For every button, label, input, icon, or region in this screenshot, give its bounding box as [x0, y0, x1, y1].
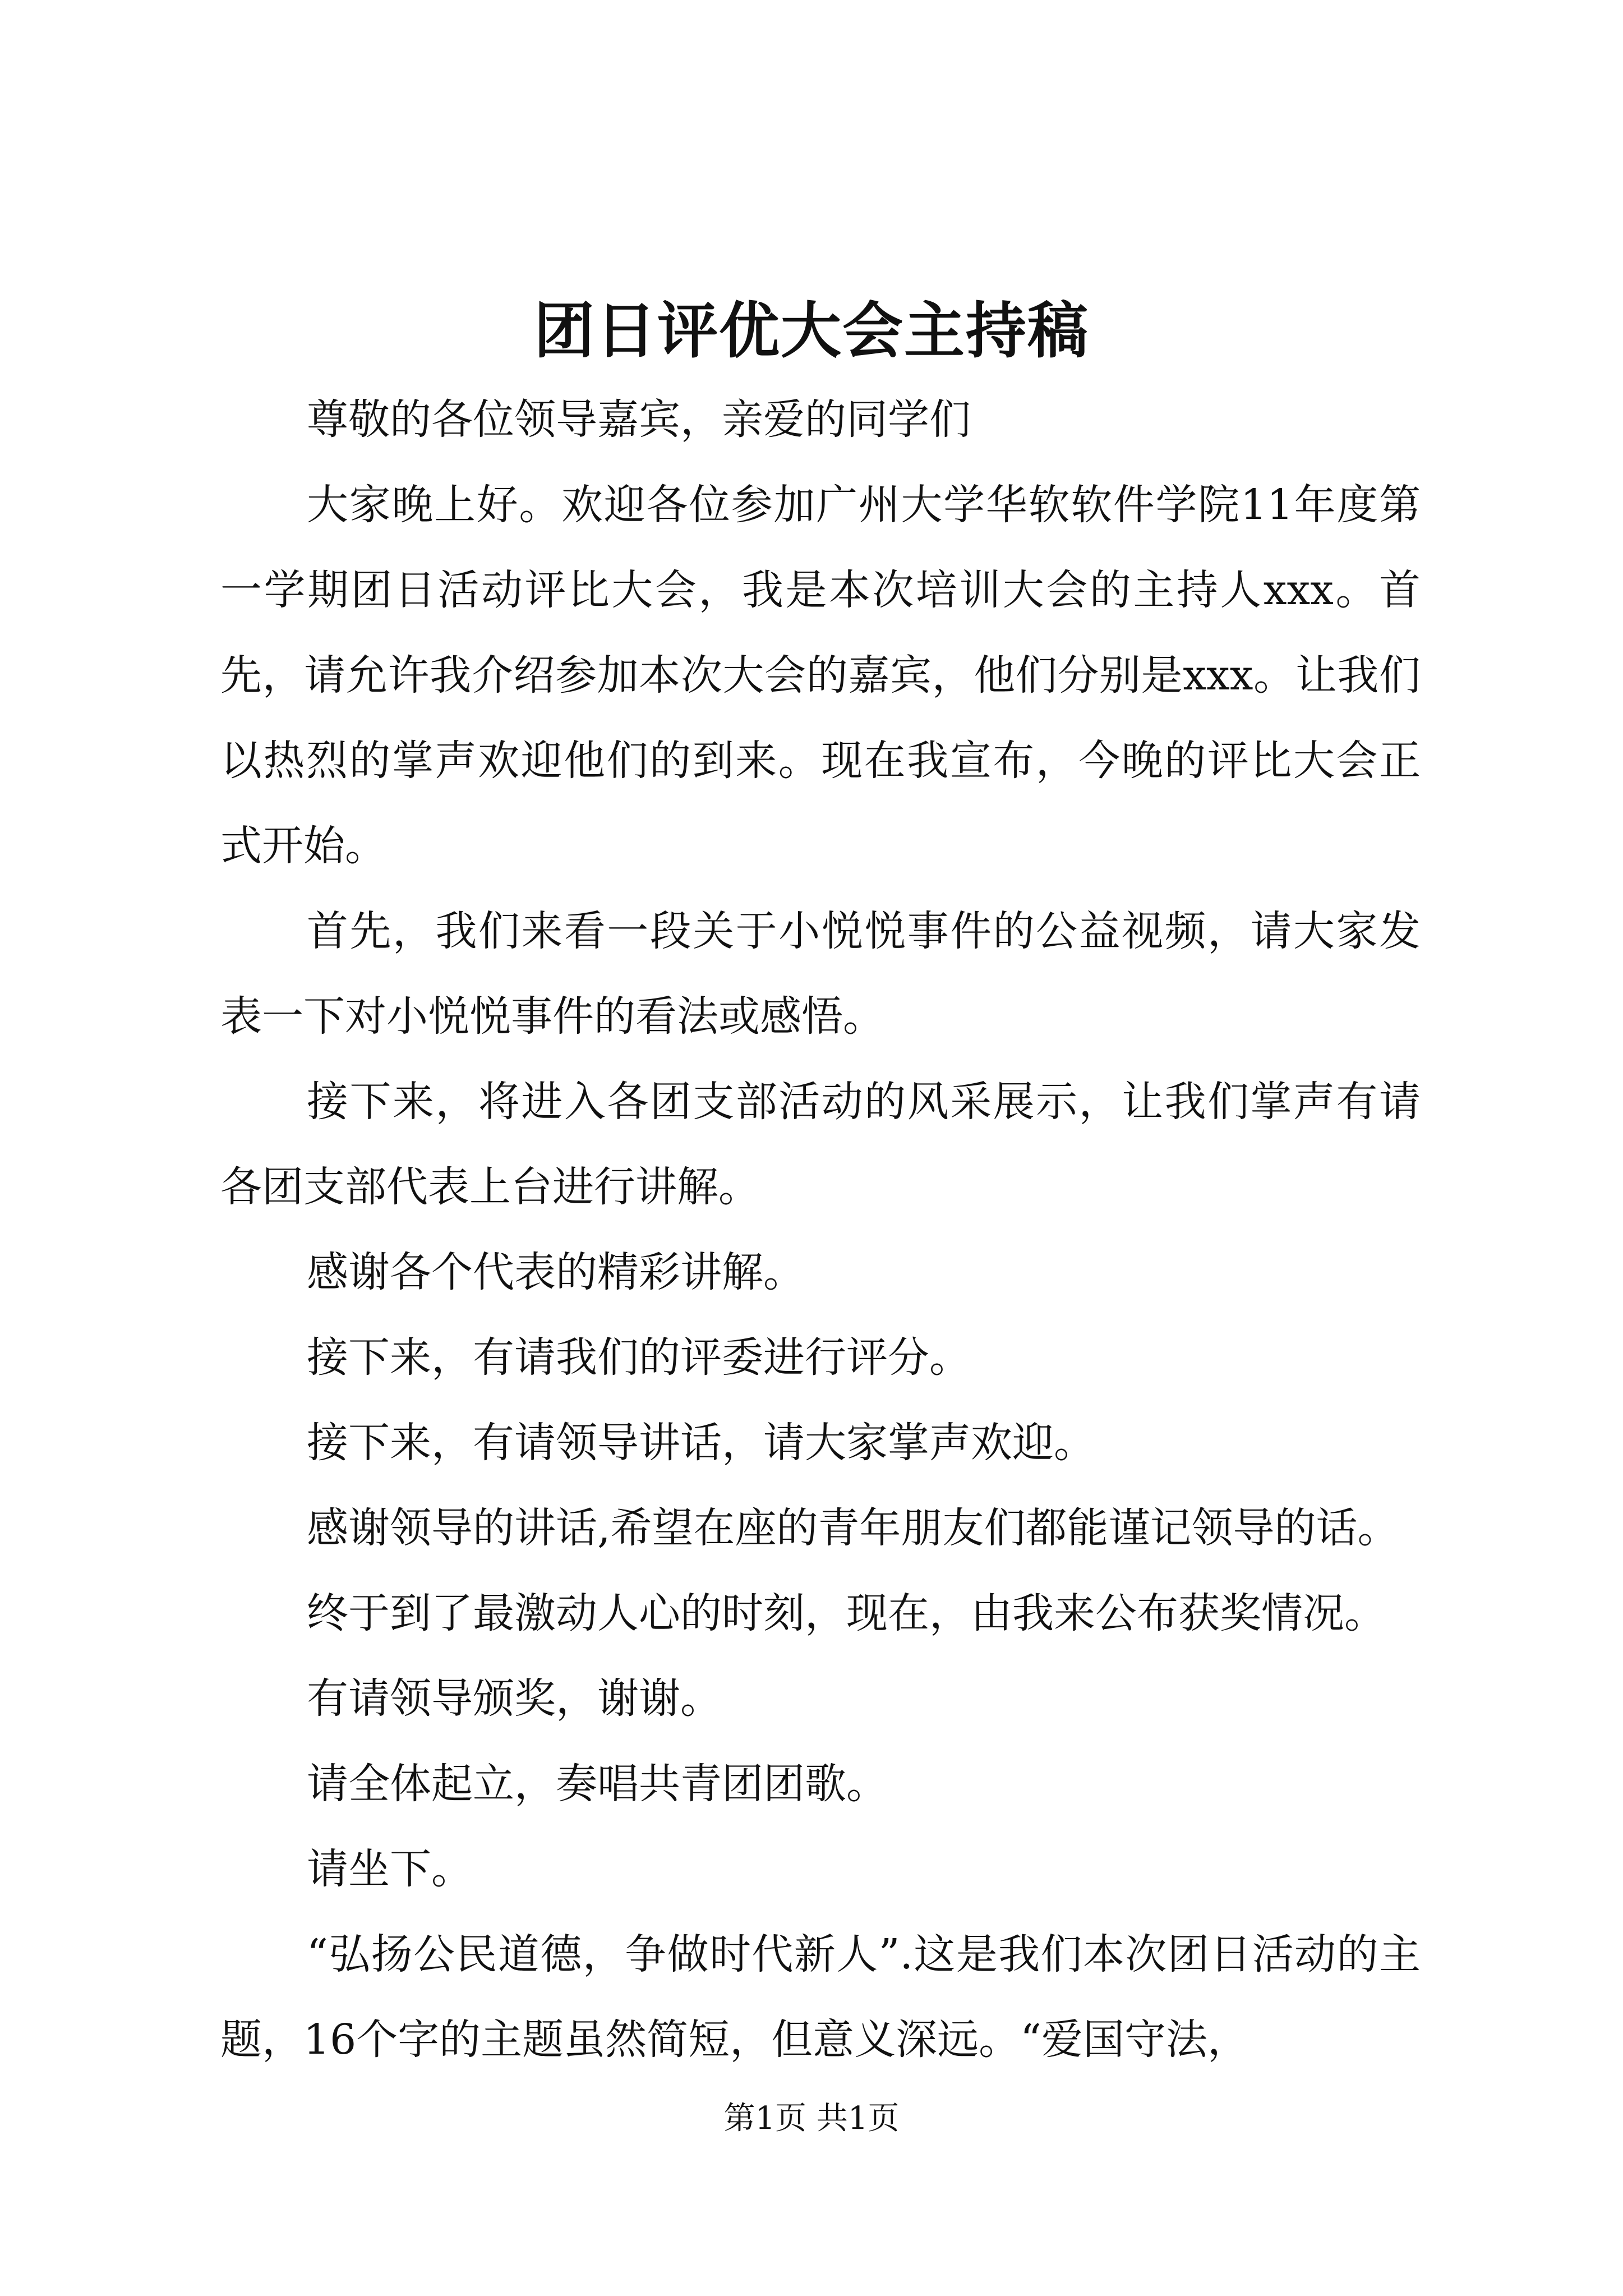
paragraph-leader-speech: 接下来，有请领导讲话，请大家掌声欢迎。 — [307, 1419, 1095, 1467]
paragraph-thanks-representatives: 感谢各个代表的精彩讲解。 — [307, 1248, 805, 1296]
paragraph-judges: 接下来，有请我们的评委进行评分。 — [307, 1333, 971, 1382]
document-title: 团日评优大会主持稿 — [533, 296, 1089, 366]
paragraph-thanks-leader: 感谢领导的讲话,希望在座的青年朋友们都能谨记领导的话。 — [307, 1504, 1399, 1552]
document-body — [220, 377, 1421, 2082]
paragraph-anthem: 请全体起立，奏唱共青团团歌。 — [307, 1760, 888, 1808]
paragraph-opening: 大家晚上好。欢迎各位参加广州大学华软软件学院11年度第一学期团日活动评比大会，我是本次培训大会的主持人xxx。首先，请允许我介绍参加本次大会的嘉宾，他们分别是xxx。让我们以热烈的掌声欢迎他们的到来。现在我宣布，今晚的评比大会正式开始。 — [220, 481, 1421, 870]
paragraph-greeting: 尊敬的各位领导嘉宾，亲爱的同学们 — [307, 395, 971, 444]
paragraph-sit-down: 请坐下。 — [307, 1845, 473, 1893]
paragraph-video: 首先，我们来看一段关于小悦悦事件的公益视频，请大家发表一下对小悦悦事件的看法或感悟。 — [220, 907, 1421, 1041]
paragraph-award-presentation: 有请领导颁奖，谢谢。 — [307, 1674, 722, 1723]
paragraph-awards-announcement: 终于到了最激动人心的时刻，现在，由我来公布获奖情况。 — [307, 1589, 1386, 1637]
paragraph-showcase: 接下来，将进入各团支部活动的风采展示，让我们掌声有请各团支部代表上台进行讲解。 — [220, 1078, 1421, 1211]
paragraph-theme: “弘扬公民道德，争做时代新人”.这是我们本次团日活动的主题，16个字的主题虽然简短，但意义深远。“爱国守法， — [220, 1930, 1421, 2064]
page-footer: 第1页 共1页 — [723, 2100, 900, 2137]
